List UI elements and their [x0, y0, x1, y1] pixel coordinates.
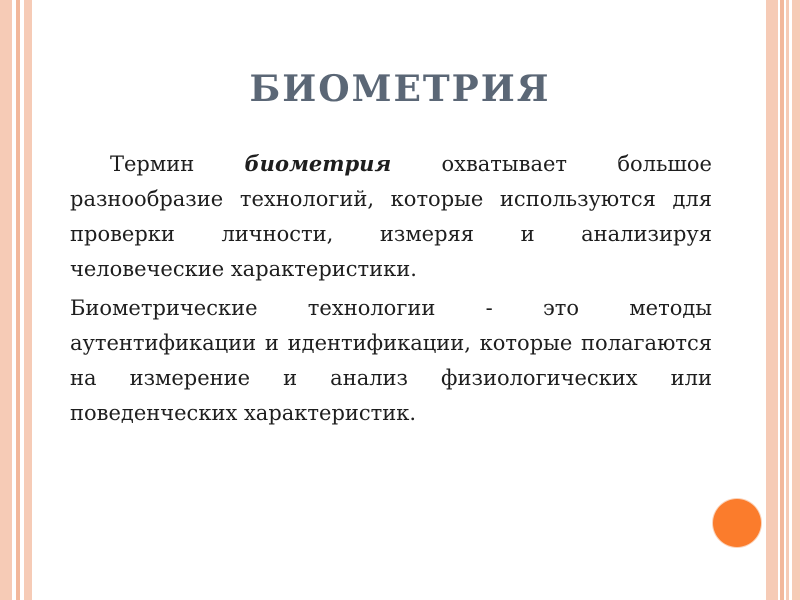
paragraph-definition [70, 146, 712, 287]
slide-title: БИОМЕТРИЯ [249, 68, 551, 110]
paragraph-technologies: Биометрические технологии - это методы аутентификации и идентификации, которые полагаются на измерение и анализ физиологических или поведенческих характеристик. [70, 296, 712, 425]
orange-circle-decoration [713, 499, 761, 547]
term-biometrics: биометрия [244, 151, 392, 176]
paragraph-definition-lead: Термин [110, 152, 245, 176]
paragraph-definition-rest: охватывает большое разнообразие технологий, которые используются для проверки личности, измеряя и анализируя человеческие характеристики. [70, 152, 712, 281]
slide-body [70, 146, 712, 431]
